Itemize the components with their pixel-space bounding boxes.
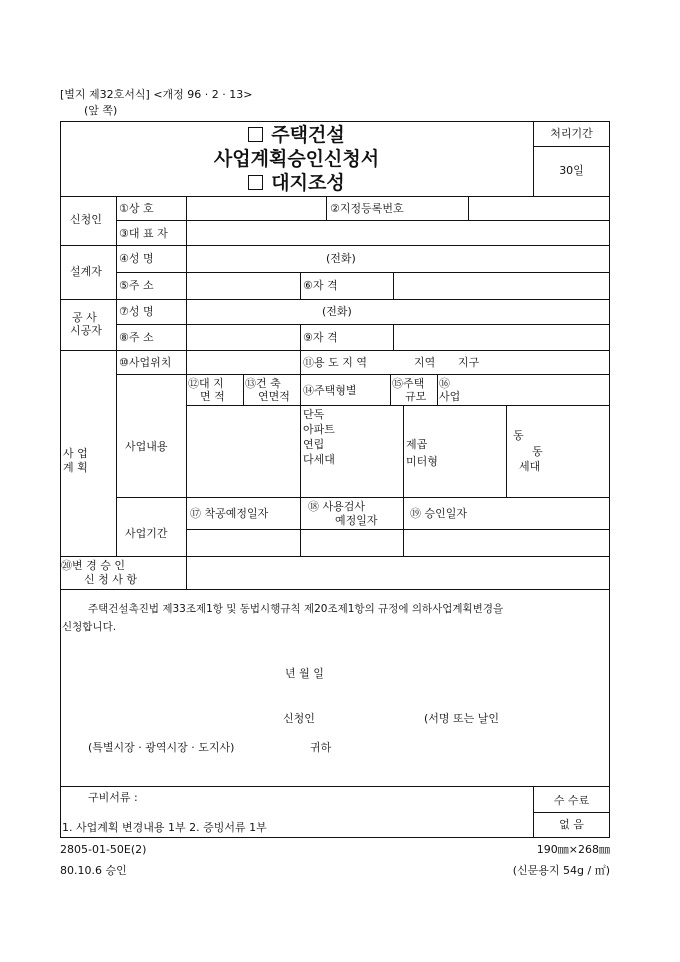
processing-period-label: 처리기간 [550,127,593,140]
documents-label: 구비서류 : [88,791,138,804]
zoning-label: ⑪용 도 지 역 [303,356,367,369]
signature-note: (서명 또는 날인 [424,712,500,725]
form-reference: [별지 제32호서식] <개정 96 · 2 · 13> [60,88,253,101]
designer-address-label: ⑤주 소 [119,279,154,292]
fee-label: 수 수료 [553,794,590,807]
floor-area-label-l1: ⑬건 축 [245,377,281,390]
approval-info: 80.10.6 승인 [60,864,127,877]
housing-type-label: ⑭주택형별 [303,384,357,397]
sqm-label: 제곱 [406,438,428,451]
period-label: 사업기간 [125,527,168,540]
contractor-qualification-label: ⑨자 격 [303,331,338,344]
representative-label: ③대 표 자 [119,227,168,240]
form-title-land: 대지조성 [60,172,533,194]
type-detached: 단독 [303,408,325,421]
type-apartment: 아파트 [303,423,335,436]
applicant-label: 신청인 [70,213,102,226]
trade-name-label: ①상 호 [119,202,154,215]
zone-label: 지구 [458,356,480,369]
type-row-house: 연립 [303,438,325,451]
land-checkbox[interactable] [248,175,263,190]
floor-area-label-l2: 연면적 [258,390,290,403]
form-title-housing: 주택건설 [60,124,533,146]
contractor-address-label: ⑧주 소 [119,331,154,344]
land-area-label-l2: 면 적 [200,390,225,403]
statement-text-line1: 주택건설촉진법 제33조제1항 및 동법시행규칙 제20조제1항의 규정에 의하사업계획변경을 [88,603,504,615]
start-date-label: ⑰ 착공예정일자 [190,507,269,520]
form-title-main: 사업계획승인신청서 [213,148,380,170]
contractor-name-label: ⑦성 명 [119,305,154,318]
designer-label: 설계자 [70,265,102,278]
sqm-type-label: 미터형 [406,455,438,468]
designer-phone-label: (전화) [326,252,356,265]
building-count-label-2: 동 [532,445,543,458]
paper-size: 190㎜×268㎜ [536,843,610,856]
recipient-honorific: 귀하 [310,741,332,754]
housing-scale-label-l2: 규모 [405,390,427,403]
contractor-phone-label: (전화) [322,305,352,318]
housing-scale-label-l1: ⑮주택 [392,377,425,390]
designer-qualification-label: ⑥자 격 [303,279,338,292]
project-label-line2: 계 획 [63,461,88,474]
page-side-label: (앞 쪽) [84,104,118,117]
contractor-label-line1: 공 사 [72,311,97,324]
type-multi-household: 다세대 [303,453,335,466]
location-label: ⑩사업위치 [119,356,172,369]
documents-list: 1. 사업계획 변경내용 1부 2. 증빙서류 1부 [62,821,267,834]
change-request-label-l2: 신 청 사 항 [84,573,137,586]
paper-spec: (신문용지 54g / ㎡) [512,864,610,877]
form-code: 2805-01-50E(2) [60,843,147,856]
housing-checkbox[interactable] [248,127,263,142]
approval-date-label: ⑲ 승인일자 [410,507,468,520]
signer-label: 신청인 [283,712,315,725]
business-label-l1: ⑯ [439,377,450,390]
statement-text-line2: 신청합니다. [62,621,117,633]
project-label-line1: 사 업 [63,447,88,460]
land-area-label-l1: ⑫대 지 [188,377,224,390]
processing-period-value: 30일 [559,164,584,177]
change-request-label-l1: ⑳변 경 승 인 [61,559,125,572]
inspection-date-label-l1: ⑱ 사용검사 [308,500,366,513]
registration-number-label: ②지정등록번호 [330,202,404,215]
designer-name-label: ④성 명 [119,252,154,265]
inspection-date-label-l2: 예정일자 [335,514,378,527]
application-date: 년 월 일 [285,667,324,680]
building-count-label: 동 [513,429,524,442]
content-label: 사업내용 [125,440,168,453]
recipient-authority: (특별시장 · 광역시장 · 도지사) [88,741,235,754]
contractor-label-line2: 시공자 [70,324,102,337]
district-label: 지역 [414,356,436,369]
business-label-l2: 사업 [439,390,461,403]
households-label: 세대 [519,460,541,473]
fee-value: 없 음 [559,818,584,831]
